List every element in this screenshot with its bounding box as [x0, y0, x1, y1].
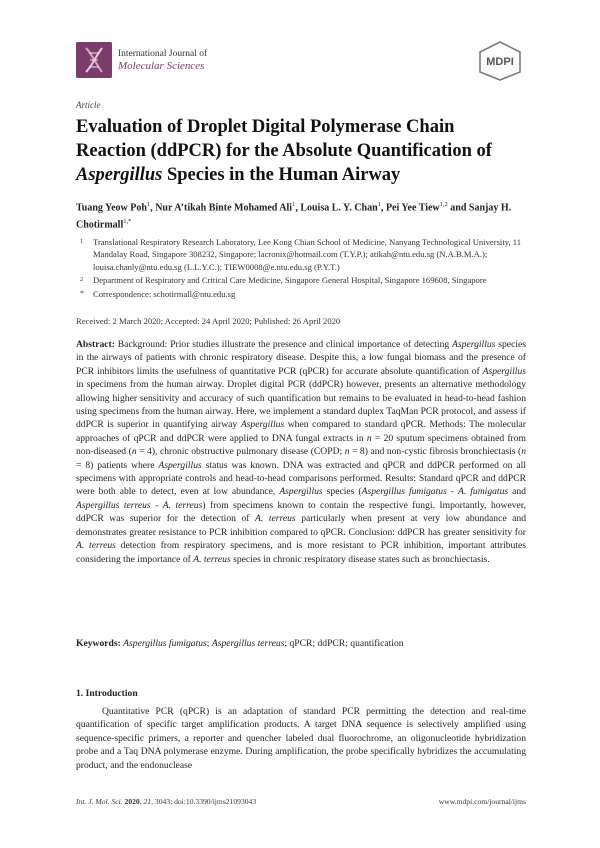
- abstract-italic: A. terreus: [76, 540, 116, 552]
- abstract-italic: Aspergillus terreus: [76, 499, 151, 511]
- author-name[interactable]: Louisa L. Y. Chan: [300, 202, 378, 214]
- abstract-text: species in the airways of patients with chronic respiratory disease. Despite this, a low fungal biomass and the presence of PCR inhibitors limits the usefulness of quantitative PCR (qPCR) for accurate absolute quantification of: [76, 339, 526, 377]
- abstract-text: particularly when present at very low abundance and demonstrates greater resistance to PCR inhibition compared to qPCR. Conclusion: ddPCR has greater sensitivity for: [76, 513, 527, 538]
- author-list: Tuang Yeow Poh$^1$, Nur A’tikah Binte Mohamed Ali$^1$, Louisa L. Y. Chan$^1$, Pei Yee Tiew$^{1,2}$ and Sanjay H. Chotirmall$^{1,*}$: [76, 201, 512, 231]
- keyword-item: Aspergillus terreus: [211, 638, 285, 649]
- article-type: Article: [76, 100, 101, 110]
- keywords: [76, 637, 526, 650]
- abstract-text: species (: [322, 486, 362, 498]
- title-end: Species in the Human Airway: [162, 165, 401, 185]
- abstract-italic: Aspergillus: [240, 419, 285, 431]
- publication-dates: Received: 2 March 2020; Accepted: 24 April 2020; Published: 26 April 2020: [76, 316, 341, 326]
- abstract-italic: n: [366, 432, 372, 444]
- mdpi-logo-text: MDPI: [486, 56, 514, 68]
- author-affil-mark: 1: [377, 201, 381, 208]
- abstract-italic: n: [344, 446, 350, 458]
- abstract-italic: n: [521, 446, 526, 458]
- section-title: 1. Introduction: [76, 688, 138, 699]
- abstract-text: detection from respiratory specimens, and is more resistant to PCR inhibition, important attributes considering the importance of: [76, 540, 527, 565]
- abstract-italic: Aspergillus fumigatus: [361, 486, 447, 498]
- affiliation-item: [76, 236, 526, 273]
- citation-line: Int. J. Mol. Sci. 2020, 21, 3043; doi:10.3390/ijms21093043: [76, 797, 257, 806]
- abstract-text: -: [446, 486, 458, 498]
- abstract-text: = 20 sputum specimens obtained from non-diseased (: [76, 432, 527, 458]
- keyword-item: Aspergillus fumigatus: [123, 638, 207, 649]
- article-title: [76, 115, 526, 187]
- abstract-italic: A. terreus: [162, 499, 203, 511]
- abstract-text: -: [150, 499, 163, 511]
- keyword-separator: ;: [206, 638, 212, 649]
- keywords-label: Keywords:: [76, 638, 121, 649]
- footer-journal: Int. J. Mol. Sci.: [76, 797, 123, 806]
- abstract-italic: Aspergillus: [452, 339, 496, 350]
- affiliation-text: Department of Respiratory and Critical Care Medicine, Singapore General Hospital, Singapore 169608, Singapore: [93, 275, 487, 286]
- author-join-word: and: [450, 202, 467, 214]
- journal-url-link[interactable]: www.mdpi.com/journal/ijms: [438, 797, 526, 806]
- author-affil-mark: 1,*: [123, 218, 132, 226]
- author-name[interactable]: Tuang Yeow Poh: [76, 202, 147, 214]
- abstract-text: in specimens from the human airway. Droplet digital PCR (ddPCR) however, presents an alternative methodology allowing higher sensitivity and accuracy of such quantification but remains to be evaluated in head-to-head fashion using specimens from the human airway. Here, we implement a standard duplex TaqMan PCR protocol, and assess if ddPCR is superior in quantifying airway: [76, 379, 526, 431]
- title-italic: Aspergillus: [76, 165, 163, 185]
- keyword-item: ; qPCR; ddPCR; quantification: [284, 638, 404, 649]
- abstract-text: ) from specimens known to contain the respective fungi. Importantly, however, ddPCR was superior for the detection of: [76, 499, 526, 525]
- journal-name-line2: Molecular Sciences: [118, 60, 205, 72]
- abstract-text: Background: Prior studies illustrate the presence and clinical importance of detecting: [114, 339, 453, 350]
- abstract-label: Abstract:: [76, 339, 115, 350]
- abstract-text: species in chronic respiratory disease states such as bronchiectasis.: [230, 553, 490, 565]
- abstract-italic: Aspergillus: [158, 459, 202, 471]
- correspondence-text: Correspondence: schotirmall@ntu.edu.sg: [93, 288, 236, 299]
- footer-volume: 21: [143, 797, 152, 806]
- affiliation-mark: 2: [80, 276, 84, 284]
- abstract-italic: Aspergillus: [279, 486, 323, 498]
- title-main: Evaluation of Droplet Digital Polymerase Chain Reaction (ddPCR) for the Absolute Quantification of: [76, 117, 492, 161]
- abstract-text: when compared to standard qPCR. Methods: The molecular approaches of qPCR and ddPCR were applied to DNA fungal extracts in: [76, 419, 526, 444]
- author-name[interactable]: Sanjay H. Chotirmall: [76, 202, 512, 231]
- author-name[interactable]: Nur A’tikah Binte Mohamed Ali: [155, 202, 293, 214]
- author-name[interactable]: Pei Yee Tiew: [385, 202, 440, 214]
- correspondence-item: [76, 288, 526, 300]
- author-affil-mark: 1: [292, 201, 296, 208]
- affiliation-item: [76, 274, 526, 286]
- abstract-text: and: [508, 486, 526, 498]
- abstract-text: = 8) patients where: [76, 459, 159, 471]
- affiliations: [76, 236, 526, 301]
- abstract-text: = 4), chronic obstructive pulmonary disease (COPD;: [136, 446, 345, 458]
- author-affil-mark: 1: [146, 201, 151, 208]
- journal-name-line1: International Journal of: [118, 49, 208, 59]
- journal-name: [118, 48, 207, 72]
- footer-doi: , 3043; doi:10.3390/ijms21093043: [151, 797, 257, 806]
- affiliation-mark: 1: [80, 238, 84, 245]
- affiliation-mark: *: [80, 288, 84, 298]
- abstract-italic: A. terreus: [193, 553, 231, 565]
- mdpi-logo-icon: [476, 40, 524, 82]
- footer-year: 2020: [124, 797, 140, 806]
- introduction-paragraph: Quantitative PCR (qPCR) is an adaptation of standard PCR permitting the detection and real-time quantification of specific target amplification products. A target DNA sequence is selectively amplified using sequence-specific primers, a reporter and quencher labeled dual fluorochrome, an oligonucleotide hybridization probe and a Taq DNA polymerase enzyme. During amplification, the probe specifically hybridizes the accumulating product, and the endonuclease: [76, 706, 526, 771]
- affiliation-text: Translational Respiratory Research Laboratory, Lee Kong Chian School of Medicine, Nanyang Technological University, 11 Mandalay Road, Singapore 308232, Singapore; lacronix@hotmail.com (T.Y.P.); atikah@ntu.edu.sg (N.A.B.M.A.); louisa.chanly@ntu.edu.sg (L.L.Y.C.); TIEW0008@e.ntu.edu.sg (P.Y.T.): [93, 237, 522, 272]
- journal-logo-icon: [76, 42, 112, 78]
- abstract-italic: Aspergillus: [482, 365, 526, 377]
- abstract-italic: n: [131, 446, 137, 458]
- abstract-italic: A. terreus: [255, 513, 296, 525]
- page-header: [76, 40, 524, 90]
- abstract-text: = 8) and non-cystic fibrosis bronchiectasis (: [349, 446, 522, 458]
- abstract-italic: A. fumigatus: [458, 486, 509, 498]
- abstract-text: status was known. DNA was extracted and qPCR and ddPCR performed on all specimens with appropriate controls and head-to-head comparisons performed. Results: Standard qPCR and ddPCR were both able to detect, even at low abundance,: [76, 459, 526, 498]
- author-affil-mark: 1,2: [439, 201, 448, 208]
- abstract: [76, 338, 526, 566]
